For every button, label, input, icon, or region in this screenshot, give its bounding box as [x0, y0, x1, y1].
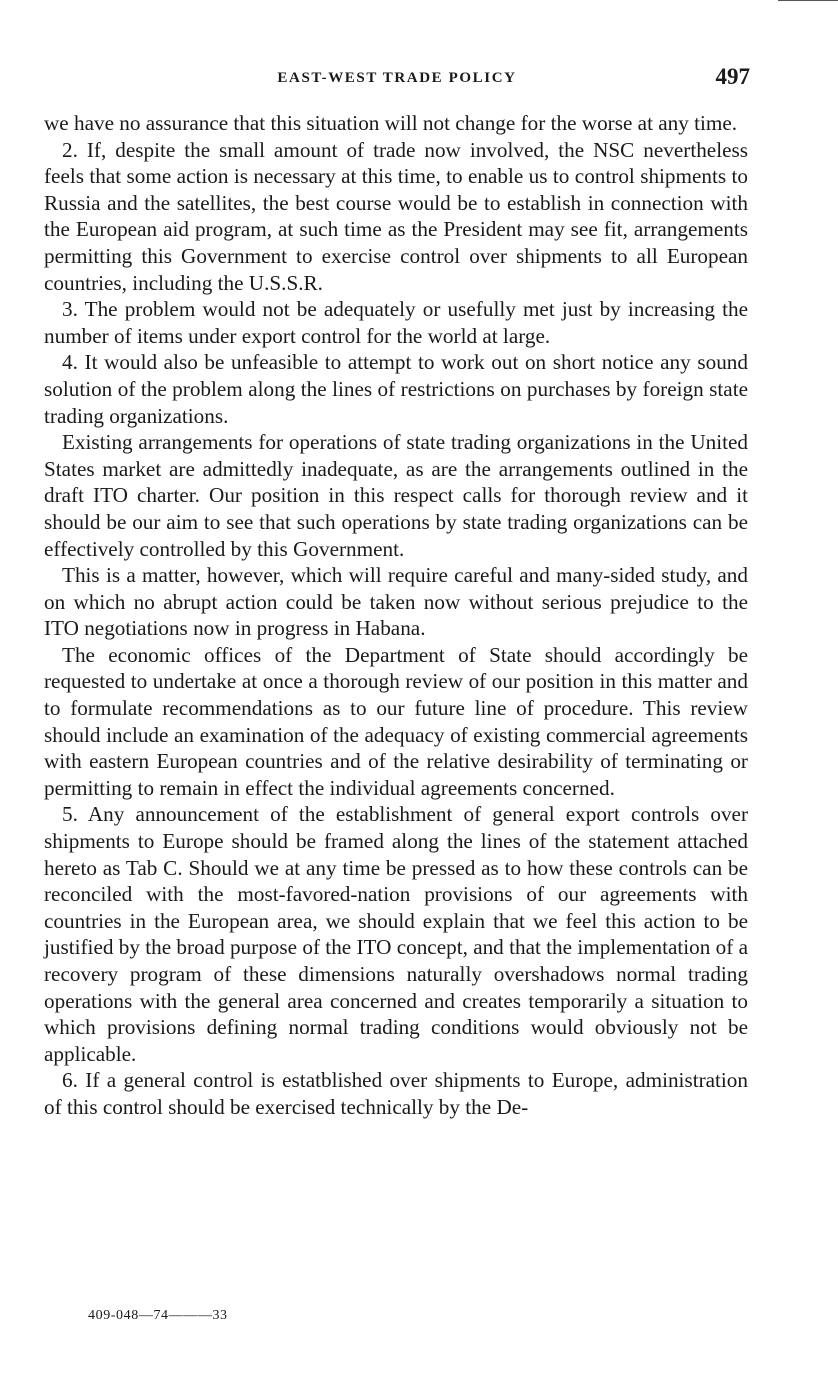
- running-head: EAST-WEST TRADE POLICY: [277, 70, 517, 86]
- paragraph-many-sided-study: This is a matter, however, which will require careful and many-sided study, and on which no abrupt action could be taken now without serious prejudice to the ITO negotiations now in progress in Habana.: [44, 563, 748, 641]
- paragraph-existing-arrangements: Existing arrangements for operations of state trading organizations in the United States market are admittedly inadequate, as are the arrangements outlined in the draft ITO charter. Our position in this respect calls for thorough review and it should be our aim to see that such operations by state trading organizations can be effectively controlled by this Government.: [44, 430, 748, 561]
- page-number: 497: [715, 64, 750, 89]
- paragraph-item-3: 3. The problem would not be adequately or usefully met just by increasing the number of items under export control for the world at large.: [44, 297, 748, 348]
- paragraph-item-2: 2. If, despite the small amount of trade now involved, the NSC nevertheless feels that some action is necessary at this time, to enable us to control shipments to Russia and the satellites, the best course would be to establish in connection with the European aid program, at such time as the President may see fit, arrangements permitting this Government to exercise control over shipments to all European countries, including the U.S.S.R.: [44, 137, 748, 295]
- page-header: [44, 66, 750, 96]
- paragraph-item-5: 5. Any announcement of the establishment of general export controls over shipments to Europe should be framed along the lines of the statement attached hereto as Tab C. Should we at any time be pressed as to how these controls can be reconciled with the most-favored-nation provisions of our agreements with countries in the European area, we should explain that we feel this action to be justified by the broad purpose of the ITO concept, and that the implementation of a recovery program of these dimensions naturally overshadows normal trading operations with the general area concerned and creates temporarily a situation to which provisions defining normal trading conditions would obviously not be applicable.: [44, 802, 748, 1066]
- paragraph-item-6: 6. If a general control is estatblished over shipments to Europe, administration of this control should be exercised technically by the De-: [44, 1068, 748, 1119]
- top-edge-rule: [778, 0, 838, 1]
- print-code: 409-048—74———33: [88, 1308, 228, 1323]
- paragraph-continuation: we have no assurance that this situation will not change for the worse at any time.: [44, 111, 738, 135]
- paragraph-economic-offices: The economic offices of the Department of State should accordingly be requested to undertake at once a thorough review of our position in this matter and to formulate recommendations as to our future line of procedure. This review should include an examination of the adequacy of existing commercial agreements with eastern European countries and of the relative desirability of terminating or permitting to remain in effect the individual agreements concerned.: [44, 642, 748, 800]
- paragraph-item-4: 4. It would also be unfeasible to attempt to work out on short notice any sound solution of the problem along the lines of restrictions on purchases by foreign state trading organizations.: [44, 350, 748, 428]
- body-text: [44, 110, 748, 1121]
